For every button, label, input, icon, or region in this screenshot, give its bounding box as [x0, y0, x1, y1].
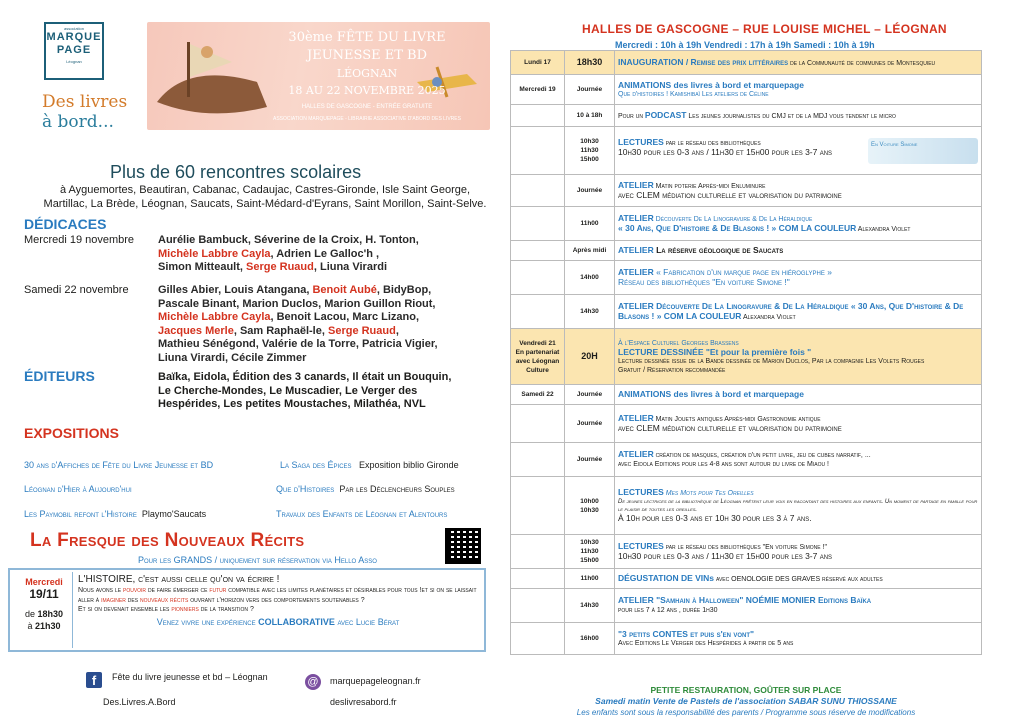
author-line: Liuna Virardi, Cécile Zimmer [158, 351, 307, 364]
rencontres-title: Plus de 60 rencontres scolaires [110, 162, 362, 182]
row-text: 10h30 pour les 0-3 ans / 11h30 et 15h00 pour les 3-7 ans [618, 551, 833, 561]
row-time: Journée [565, 385, 615, 405]
en-voiture-simone-logo: En Voiture Simone [868, 138, 978, 164]
expo-item [24, 460, 213, 471]
row-desc [615, 443, 982, 477]
table-row [511, 329, 982, 385]
author-text: , Sam Raphaël-le, [233, 324, 328, 337]
left-column [0, 0, 505, 724]
table-row [511, 261, 982, 295]
footer-vente: Samedi matin Vente de Pastels de l'association SABAR SUNU THIOSSANE [595, 696, 897, 706]
row-text: « 30 Ans, Que D'histoire & De Blasons ! » COM LA COULEUR [618, 222, 857, 233]
author-highlight: Michèle Labbre Cayla [158, 247, 271, 260]
author-highlight: Benoit Aubé [312, 284, 377, 296]
fresque-from [18, 608, 70, 620]
row-time: 20H [565, 329, 615, 385]
row-desc [615, 385, 982, 405]
row-text: De jeunes lectrices de la bibliothèque de Léognan prêtent leur voix en racontant des histoires aux enfants. Un moment de partage en famille pour le plaisir de toutes les oreilles. [618, 499, 978, 513]
editeurs-line: Baïka, Eidola, Édition des 3 canards, Il était un Bouquin, [158, 371, 452, 383]
fresque-keyword: pionniers [171, 606, 199, 613]
author-line: Aurélie Bambuck, Séverine de la Croix, H. Tonton, [158, 234, 419, 246]
row-text: Que d'histoires ! Kamishibaï Les ateliers de Céline [618, 90, 769, 98]
row-day [511, 207, 565, 241]
row-text: Les jeunes journalistes du CMJ et de la MDJ vous tendent le micro [686, 112, 896, 120]
row-desc [615, 295, 982, 329]
row-desc [615, 569, 982, 589]
row-day [511, 477, 565, 535]
row-time: Après midi [565, 241, 615, 261]
logo-leognan-text: Léognan [66, 59, 82, 64]
author-text: , Adrien Le Galloc'h , [270, 247, 380, 260]
table-row [511, 241, 982, 261]
fresque-date-value: 19/11 [29, 587, 59, 601]
author-text: Gilles Abier, Louis Atangana, [158, 284, 313, 296]
expo-item [276, 484, 455, 495]
row-day [511, 261, 565, 295]
table-row [511, 405, 982, 443]
fresque-collab-text: Venez vivre une expérience [156, 616, 259, 627]
row-desc [615, 261, 982, 295]
table-row [511, 51, 982, 75]
row-time: 11h00 [565, 207, 615, 241]
table-row [511, 105, 982, 127]
author-text: , Liuna Virardi [313, 261, 388, 273]
fresque-paragraph-1 [78, 586, 478, 605]
row-text: Mes Mots pour Tes Oreilles [663, 490, 754, 497]
fresque-collab-keyword: COLLABORATIVE [258, 616, 335, 627]
row-title: ATELIER [618, 595, 654, 605]
fresque-text: de la transition ? [198, 606, 254, 613]
row-desc [615, 241, 982, 261]
row-desc [615, 329, 982, 385]
table-row [511, 535, 982, 569]
fresque-keyword: nouveaux récits [139, 596, 189, 604]
programme-footer [510, 685, 982, 718]
website-link-2[interactable]: deslivresabord.fr [330, 697, 397, 707]
row-title: LECTURES [618, 541, 664, 551]
fresque-box [8, 568, 486, 652]
fresque-date [18, 570, 70, 650]
banner-association: ASSOCIATION MARQUEPAGE - LIBRAIRIE ASSOCIATIVE D'ABORD DES LIVRES [273, 116, 461, 122]
author-text: , BidyBop, [376, 284, 432, 296]
row-time: 10h30 11h30 15h00 [565, 535, 615, 569]
row-title: "3 petits CONTES et puis s'en vont" [618, 628, 755, 639]
editeurs-title: ÉDITEURS [24, 368, 95, 384]
fresque-to-prefix: à [27, 621, 33, 631]
row-text: avec OENOLOGIE DES GRAVES réservé aux adultes [714, 575, 883, 583]
editeurs-list [158, 371, 503, 412]
expo-sublabel: Playmo'Saucats [141, 509, 207, 519]
banner-title-2: JEUNESSE ET BD [307, 48, 427, 63]
table-row [511, 443, 982, 477]
row-text: À l'Espace Culturel Georges Brassens [618, 339, 739, 347]
facebook-page-name[interactable]: Fête du livre jeunesse et bd – Léognan [112, 672, 268, 682]
row-day [511, 405, 565, 443]
festival-banner [147, 22, 490, 130]
banner-dates: 18 AU 22 NOVEMBRE 2025 [288, 84, 446, 97]
table-row [511, 207, 982, 241]
fresque-text: de faire émerger ce [146, 587, 210, 594]
row-title: ATELIER [618, 449, 654, 459]
row-day [511, 241, 565, 261]
expo-label: Les Paymobil refont l'Histoire [24, 509, 137, 519]
table-row [511, 127, 982, 175]
table-row [511, 569, 982, 589]
right-column [510, 0, 1015, 724]
villes-list [30, 183, 500, 211]
row-text: Découverte De La Linogravure & De La Héraldique « 30 Ans, Que D'histoire & De Blasons ! » COM LA COULEUR [618, 300, 964, 321]
fresque-reservation[interactable]: Pour les GRANDS / uniquement sur réservation via Hello Asso [138, 555, 377, 565]
dedicaces-day1-authors [158, 234, 503, 275]
row-time: 10h30 11h30 15h00 [565, 127, 615, 175]
expo-label: Léognan d'Hier à Aujourd'hui [24, 484, 132, 494]
row-time: 10h00 10h30 [565, 477, 615, 535]
row-desc [615, 127, 982, 175]
author-line [158, 261, 503, 275]
row-desc [615, 105, 982, 127]
fresque-day: Mercredi [25, 577, 63, 587]
row-day [511, 569, 565, 589]
author-highlight: Michèle Labbre Cayla [158, 311, 271, 323]
dedicaces-title: DÉDICACES [24, 216, 107, 232]
fresque-collab [78, 618, 478, 628]
row-day [511, 623, 565, 655]
expo-item [24, 509, 206, 520]
livres-logo-line2: à bord... [42, 112, 114, 132]
row-text: Gratuit / Réservation recommandée [618, 366, 726, 374]
villes-line-2: Martillac, La Brède, Léognan, Saucats, Saint-Médard-d'Eyrans, Saint Morillon, Saint-Selve. [43, 198, 487, 210]
row-time: 10 à 18h [565, 105, 615, 127]
fresque-description [78, 574, 478, 627]
row-desc [615, 623, 982, 655]
fresque-text: Nous avons le [78, 587, 123, 594]
row-time: Journée [565, 175, 615, 207]
row-day [511, 175, 565, 207]
row-desc [615, 477, 982, 535]
row-day [511, 535, 565, 569]
row-time: 16h00 [565, 623, 615, 655]
row-title: INAUGURATION / Remise des prix littéraires [618, 56, 789, 67]
row-text: Matin poterie Après-midi Enluminure [653, 183, 766, 190]
row-text: Alexandra Violet [741, 313, 796, 321]
row-text: avec Eidola Editions pour les 4-8 ans sont autour du livre de Miaou ! [618, 461, 829, 468]
marque-page-logo [44, 22, 104, 80]
row-title: ANIMATIONS des livres à bord et marquepage [618, 79, 804, 90]
row-text: création de masques, création d'un petit livre, jeu de cubes narratif, ... [653, 452, 871, 459]
expositions-title: EXPOSITIONS [24, 425, 119, 441]
des-livres-a-bord-logo [42, 92, 127, 132]
author-highlight: Serge Ruaud [327, 324, 396, 337]
row-title: PODCAST [644, 109, 687, 120]
author-line: Pascale Binant, Marion Duclos, Marion Guillon Riout, [158, 297, 436, 310]
row-title-line [618, 596, 978, 606]
author-line [158, 325, 503, 339]
table-row [511, 175, 982, 207]
row-time: Journée [565, 443, 615, 477]
table-row [511, 623, 982, 655]
fresque-divider [72, 572, 73, 648]
logo-association-text: association [63, 26, 84, 31]
row-text: Pour un [618, 112, 645, 120]
editeurs-line: Le Cherche-Mondes, Le Muscadier, Le Verger des [158, 384, 418, 397]
row-desc [615, 75, 982, 105]
banner-city: LÉOGNAN [336, 67, 398, 80]
venue-title: HALLES DE GASCOGNE – RUE LOUISE MICHEL – LÉOGNAN [582, 22, 947, 36]
author-text: Simon Mitteault, [158, 261, 246, 273]
facebook-handle[interactable]: Des.Livres.A.Bord [103, 697, 176, 707]
row-title: DÉGUSTATION DE VINs [618, 572, 715, 583]
row-text: À 10h pour les 0-3 ans et 10h 30 pour les 3 à 7 ans. [618, 513, 812, 523]
row-desc [615, 207, 982, 241]
row-text: 10h30 pour les 0-3 ans / 11h30 et 15h00 pour les 3-7 ans [618, 146, 833, 157]
editeurs-line: Hespérides, Les petites Moustaches, Milathéa, NVL [158, 398, 426, 410]
row-day [511, 127, 565, 175]
facebook-icon[interactable]: f [86, 672, 102, 688]
row-title: ATELIER [618, 267, 654, 277]
row-text: La réserve géologique de Saucats [653, 244, 784, 255]
fresque-to [18, 620, 70, 632]
row-time: 14h00 [565, 261, 615, 295]
row-desc [615, 405, 982, 443]
author-highlight: Jacques Merle [158, 324, 234, 337]
row-text: par le réseau des bibliothèques [663, 139, 761, 147]
row-title: ATELIER [618, 300, 654, 311]
row-day [511, 295, 565, 329]
row-title: ATELIER [618, 244, 654, 255]
fresque-text: des [125, 596, 140, 604]
fresque-keyword: futur [209, 587, 227, 594]
expo-sublabel: Par les Déclencheurs Souples [339, 484, 455, 494]
logo-word-marque: MARQUE [46, 31, 102, 43]
fresque-text: ouvrant l'horizon vers des comportements soutenables ? [188, 596, 365, 604]
row-text: avec CLEM médiation culturelle et valorisation du patrimoine [618, 190, 842, 200]
programme-table [510, 50, 982, 655]
table-row [511, 589, 982, 623]
expo-label: La Saga des Épices [280, 460, 352, 470]
table-row [511, 385, 982, 405]
row-text: par le réseau des bibliothèques "En voiture Simone !" [663, 544, 827, 551]
row-title: LECTURES [618, 487, 664, 497]
row-text: de la Communauté de communes de Montesquieu [788, 59, 936, 67]
fresque-keyword: pouvoir [122, 587, 147, 594]
row-desc [615, 589, 982, 623]
row-text: Réseau des bibliothèques "En voiture Simone !" [618, 277, 790, 287]
row-desc [615, 51, 982, 75]
row-title-line [618, 488, 978, 498]
row-text-line [618, 224, 978, 234]
row-time: Journée [565, 75, 615, 105]
author-line [158, 248, 503, 262]
row-time: 14h30 [565, 295, 615, 329]
row-time: 14h30 [565, 589, 615, 623]
qr-code-icon[interactable] [445, 528, 481, 564]
row-title: ATELIER [618, 413, 654, 423]
opening-hours: Mercredi : 10h à 19h Vendredi : 17h à 19h Samedi : 10h à 19h [615, 40, 875, 50]
row-text: "Samhain à Halloween" NOÉMIE MONIER Editions Baïka [653, 595, 872, 605]
row-text: avec CLEM médiation culturelle et valorisation du patrimoine [618, 423, 842, 433]
row-text: Lecture dessinée issue de la Bande dessinée de Marion Duclos, Par la compagnie Les Volets Rouges [618, 357, 925, 365]
row-text: pour les 7 à 12 ans , durée 1h30 [618, 607, 718, 614]
row-day: Vendredi 21 En partenariat avec Léognan Culture [511, 329, 565, 385]
row-text: Découverte De La Linogravure & De La Héraldique [653, 215, 813, 223]
fresque-title: La Fresque des Nouveaux Récits [30, 530, 305, 551]
row-day [511, 105, 565, 127]
table-row [511, 477, 982, 535]
dedicaces-day-2: Samedi 22 novembre [24, 284, 129, 296]
fresque-headline: L'HISTOIRE, c'est aussi celle qu'on va écrire ! [78, 574, 280, 585]
row-text: « Fabrication d'un marque page en hiéroglyphe » [653, 267, 832, 277]
row-time: Journée [565, 405, 615, 443]
dedicaces-day-1: Mercredi 19 novembre [24, 234, 135, 246]
fresque-from-time: 18h30 [37, 609, 64, 619]
row-day: Mercredi 19 [511, 75, 565, 105]
website-link-1[interactable]: marquepageleognan.fr [330, 676, 421, 686]
expo-item [276, 509, 447, 520]
fresque-text: Et si on devenait ensemble les [78, 606, 172, 613]
row-desc [615, 535, 982, 569]
row-day: Samedi 22 [511, 385, 565, 405]
author-line [158, 311, 503, 325]
fresque-keyword: imaginer [101, 596, 126, 604]
fresque-paragraph-2 [78, 605, 478, 615]
expo-item [24, 484, 132, 495]
row-title: ATELIER [618, 180, 654, 190]
row-title: ANIMATIONS des livres à bord et marquepage [618, 388, 804, 399]
row-time: 18h30 [565, 51, 615, 75]
row-day [511, 443, 565, 477]
author-line [158, 284, 503, 298]
author-line: Mathieu Sénégond, Valérie de la Torre, Patricia Vigier, [158, 338, 438, 350]
row-text: Matin Jouets antiques Après-midi Gastronomie antique [653, 416, 821, 423]
author-text: , [395, 324, 399, 337]
expo-item [280, 460, 459, 471]
villes-line-1: à Ayguemortes, Beautiran, Cabanac, Cadaujac, Castres-Gironde, Isle Saint George, [59, 184, 471, 196]
row-time: 11h00 [565, 569, 615, 589]
table-row [511, 295, 982, 329]
row-title: ATELIER [618, 212, 654, 223]
fresque-text: compatible avec les limites planétaires et désirables pour tous !et si on se laissait aller à [78, 587, 477, 604]
livres-logo-line1: Des livres [42, 92, 128, 112]
fresque-collab-text: avec Lucie Bérat [334, 616, 400, 627]
dedicaces-day2-authors [158, 284, 503, 365]
footer-disclaimer: Les enfants sont sous la responsabilité des parents / Programme sous réserve de modifications [576, 708, 916, 717]
logo-word-page: PAGE [56, 44, 92, 56]
row-text: Alexandra Violet [856, 225, 911, 233]
expo-label: Travaux des Enfants de Léognan et Alentours [276, 509, 448, 519]
row-title-line [618, 450, 978, 460]
table-row [511, 75, 982, 105]
expo-label: Que d'Histoires [276, 484, 335, 494]
author-highlight: Serge Ruaud [246, 261, 314, 273]
web-icon[interactable]: @ [305, 674, 321, 690]
row-day [511, 589, 565, 623]
author-text: , Benoit Lacou, Marc Lizano, [270, 311, 420, 323]
fresque-to-time: 21h30 [35, 621, 61, 631]
row-title: LECTURE DESSINÉE "Et pour la première fois " [618, 346, 812, 357]
fresque-from-prefix: de [24, 609, 35, 619]
row-text: Avec Editions Le Verger des Hespérides à partir de 5 ans [618, 639, 794, 647]
banner-title-1: 30ème FÊTE DU LIVRE [288, 30, 446, 45]
banner-venue: HALLES DE GASCOGNE - ENTRÉE GRATUITE [301, 104, 433, 110]
row-title: LECTURES [618, 136, 664, 147]
expo-sublabel: Exposition biblio Gironde [359, 460, 459, 470]
footer-restauration: PETITE RESTAURATION, GOÛTER SUR PLACE [650, 685, 842, 695]
expo-label: 30 ans d'Affiches de Fête du Livre Jeunesse et BD [24, 460, 214, 470]
row-day: Lundi 17 [511, 51, 565, 75]
row-desc [615, 175, 982, 207]
